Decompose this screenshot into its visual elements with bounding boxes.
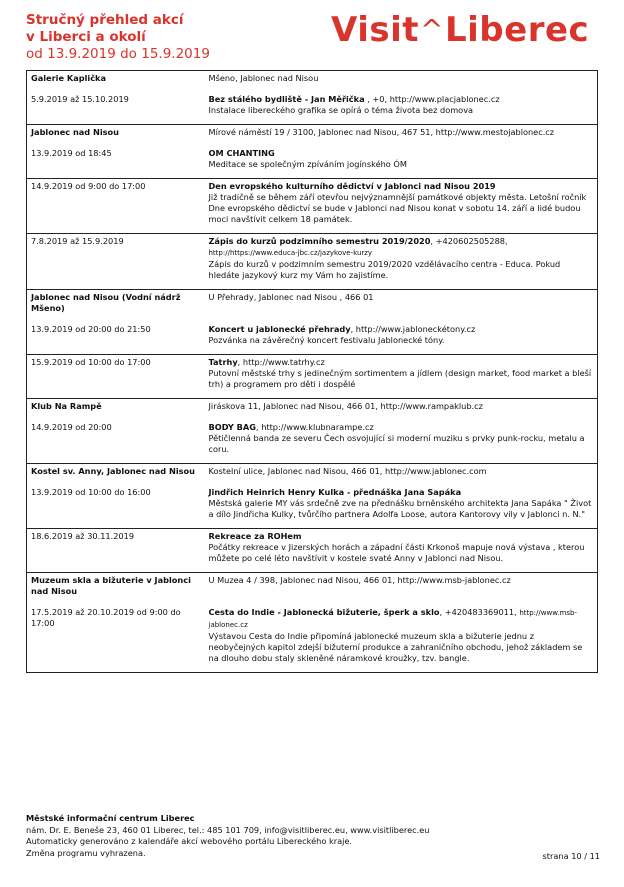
event-row bbox=[27, 234, 598, 284]
venue-row bbox=[27, 125, 598, 141]
footer-contact: nám. Dr. E. Beneše 23, 460 01 Liberec, tel.: 485 101 709, info@visitliberec.eu, www.visitliberec.eu bbox=[26, 824, 430, 835]
event-date: 13.9.2019 od 18:45 bbox=[31, 148, 112, 158]
event-title: Tatrhy bbox=[208, 357, 238, 367]
event-contact: , +420483369011, bbox=[439, 607, 517, 617]
event-description: Počátky rekreace v Jizerských horách a západní části Krkonoš mapuje nová výstava , kterou můžete po celé léto navštívit v kostele svaté Anny v Jablonci nad Nisou. bbox=[208, 542, 585, 563]
footer-generated-note: Automaticky generováno z kalendáře akcí webového portálu Libereckého kraje. bbox=[26, 836, 353, 846]
event-row bbox=[27, 179, 598, 228]
event-title: Rekreace za ROHem bbox=[208, 531, 302, 541]
event-title: Koncert u jablonecké přehrady bbox=[208, 324, 351, 334]
spacer-row bbox=[27, 666, 598, 673]
event-date: 18.6.2019 až 30.11.2019 bbox=[27, 529, 205, 567]
event-row bbox=[27, 355, 598, 393]
venue-address: Mírové náměstí 19 / 3100, Jablonec nad Nisou, 467 51, http://www.mestojablonec.cz bbox=[205, 125, 598, 141]
event-contact: , +0, http://www.placjablonec.cz bbox=[364, 94, 500, 104]
event-details bbox=[205, 322, 598, 348]
event-row bbox=[27, 146, 598, 172]
venue-row bbox=[27, 464, 598, 480]
spacer-cell bbox=[27, 666, 205, 673]
event-description: Výstavou Cesta do Indie připomíná jablonecké muzeum skla a bižuterie jednu z neobyčejných kapitol zdejší bižuterní produkce a zahraničního obchodu, jehož základem se na dlouho dobu staly skleněné náramkové kroužky, tzv. bangle. bbox=[208, 631, 583, 663]
title-line-2: v Liberci a okolí bbox=[26, 29, 146, 45]
event-details bbox=[205, 485, 598, 522]
event-contact: , +420602505288, bbox=[430, 236, 508, 246]
venue-name: Kostel sv. Anny, Jablonec nad Nisou bbox=[27, 464, 205, 480]
venue-address: Mšeno, Jablonec nad Nisou bbox=[205, 71, 598, 87]
event-details bbox=[205, 146, 598, 172]
event-contact: , http://www.klubnarampe.cz bbox=[255, 422, 374, 432]
footer-disclaimer: Změna programu vyhrazena. bbox=[26, 847, 146, 858]
event-title: Zápis do kurzů podzimního semestru 2019/2020 bbox=[208, 236, 431, 246]
event-description: Již tradičně se během září otevřou nejvýznamnější památkové objekty města. Letošní ročník Dne evropského dědictví se bude v Jablonci nad Nisou konat v sobotu 14. září a lidé budou moci navštívit celkem 18 památek. bbox=[208, 192, 587, 224]
event-link: http://www.msb-jablonec.cz bbox=[208, 609, 577, 629]
venue-name: Jablonec nad Nisou bbox=[27, 125, 205, 141]
event-description: Městská galerie MY vás srdečně zve na přednášku brněnského architekta Jana Sapáka " Život a dílo Jindřicha Kulky, tvůrčího partnera Adolfa Loose, autora Kantorovy vily v Jablonci n. N." bbox=[208, 498, 592, 519]
event-details bbox=[205, 92, 598, 118]
date-range: od 13.9.2019 do 15.9.2019 bbox=[26, 46, 210, 62]
events-table bbox=[26, 70, 598, 673]
event-date: 13.9.2019 od 10:00 do 16:00 bbox=[31, 487, 151, 497]
event-date: 17.5.2019 až 20.10.2019 od 9:00 do 17:00 bbox=[31, 607, 181, 628]
logo-visit: Visit bbox=[331, 10, 420, 50]
venue-address: U Muzea 4 / 398, Jablonec nad Nisou, 466 01, http://www.msb-jablonec.cz bbox=[205, 573, 598, 600]
venue-address: Kostelní ulice, Jablonec nad Nisou, 466 01, http://www.jablonec.com bbox=[205, 464, 598, 480]
event-date: 7.8.2019 až 15.9.2019 bbox=[27, 234, 205, 284]
venue-address: U Přehrady, Jablonec nad Nisou , 466 01 bbox=[205, 290, 598, 317]
venue-name: Klub Na Rampě bbox=[27, 399, 205, 415]
event-row bbox=[27, 420, 598, 457]
event-details bbox=[205, 234, 598, 284]
event-row bbox=[27, 322, 598, 348]
footer bbox=[26, 813, 429, 859]
event-title: Jindřich Heinrich Henry Kulka - přednáška Jana Sapáka bbox=[208, 487, 462, 497]
event-date: 15.9.2019 od 10:00 do 17:00 bbox=[27, 355, 205, 393]
event-description: Instalace libereckého grafika se opírá o téma života bez domova bbox=[208, 105, 474, 115]
page-number: strana 10 / 11 bbox=[542, 851, 600, 861]
title-line-1: Stručný přehled akcí bbox=[26, 12, 184, 28]
event-details bbox=[205, 420, 598, 457]
event-link: http://https://www.educa-jbc.cz/jazykove-kurzy bbox=[208, 249, 373, 257]
event-title: BODY BAG bbox=[208, 422, 256, 432]
event-date: 14.9.2019 od 20:00 bbox=[31, 422, 112, 432]
event-description: Pozvánka na závěrečný koncert festivalu Jablonecké tóny. bbox=[208, 335, 445, 345]
venue-name: Jablonec nad Nisou (Vodní nádrž Mšeno) bbox=[27, 290, 205, 317]
event-title: OM CHANTING bbox=[208, 148, 275, 158]
venue-name: Muzeum skla a bižuterie v Jablonci nad Nisou bbox=[27, 573, 205, 600]
spacer-cell bbox=[205, 666, 598, 673]
event-description: Zápis do kurzů v podzimním semestru 2019/2020 vzdělávacího centra - Educa. Pokud hledáte jazykový kurz my Vám ho zajistíme. bbox=[208, 259, 561, 280]
event-contact: , http://www.jabloneckétony.cz bbox=[350, 324, 476, 334]
venue-row bbox=[27, 71, 598, 87]
venue-row bbox=[27, 290, 598, 317]
footer-org: Městské informační centrum Liberec bbox=[26, 813, 195, 823]
venue-name: Galerie Kaplička bbox=[27, 71, 205, 87]
event-description: Pětičlenná banda ze severu Čech osvojující si moderní muziku s prvky punk-rocku, metalu a coru. bbox=[208, 433, 585, 454]
venue-address: Jiráskova 11, Jablonec nad Nisou, 466 01, http://www.rampaklub.cz bbox=[205, 399, 598, 415]
venue-row bbox=[27, 399, 598, 415]
event-row bbox=[27, 485, 598, 522]
event-title: Den evropského kulturního dědictví v Jablonci nad Nisou 2019 bbox=[208, 181, 496, 191]
event-date: 13.9.2019 od 20:00 do 21:50 bbox=[31, 324, 151, 334]
event-title: Bez stálého bydliště - Jan Měřička bbox=[208, 94, 365, 104]
event-row bbox=[27, 605, 598, 666]
event-contact: , http://www.tatrhy.cz bbox=[237, 357, 325, 367]
event-row bbox=[27, 529, 598, 567]
visit-liberec-logo bbox=[331, 10, 589, 50]
document-title bbox=[26, 12, 210, 63]
event-date: 14.9.2019 od 9:00 do 17:00 bbox=[27, 179, 205, 228]
venue-row bbox=[27, 573, 598, 600]
event-row bbox=[27, 92, 598, 118]
event-description: Putovní městské trhy s jedinečným sortimentem a jídlem (design market, food market a bleší trh) a programem pro děti i dospělé bbox=[208, 368, 592, 389]
event-details bbox=[205, 605, 598, 666]
logo-liberec: Liberec bbox=[444, 10, 590, 50]
event-description: Meditace se společným zpíváním jogínského ÓM bbox=[208, 159, 407, 169]
event-details bbox=[205, 355, 598, 393]
event-title: Cesta do Indie - Jablonecká bižuterie, šperk a sklo bbox=[208, 607, 440, 617]
logo-caret: ^ bbox=[420, 13, 444, 46]
event-date: 5.9.2019 až 15.10.2019 bbox=[31, 94, 129, 104]
event-details bbox=[205, 179, 598, 228]
event-details bbox=[205, 529, 598, 567]
